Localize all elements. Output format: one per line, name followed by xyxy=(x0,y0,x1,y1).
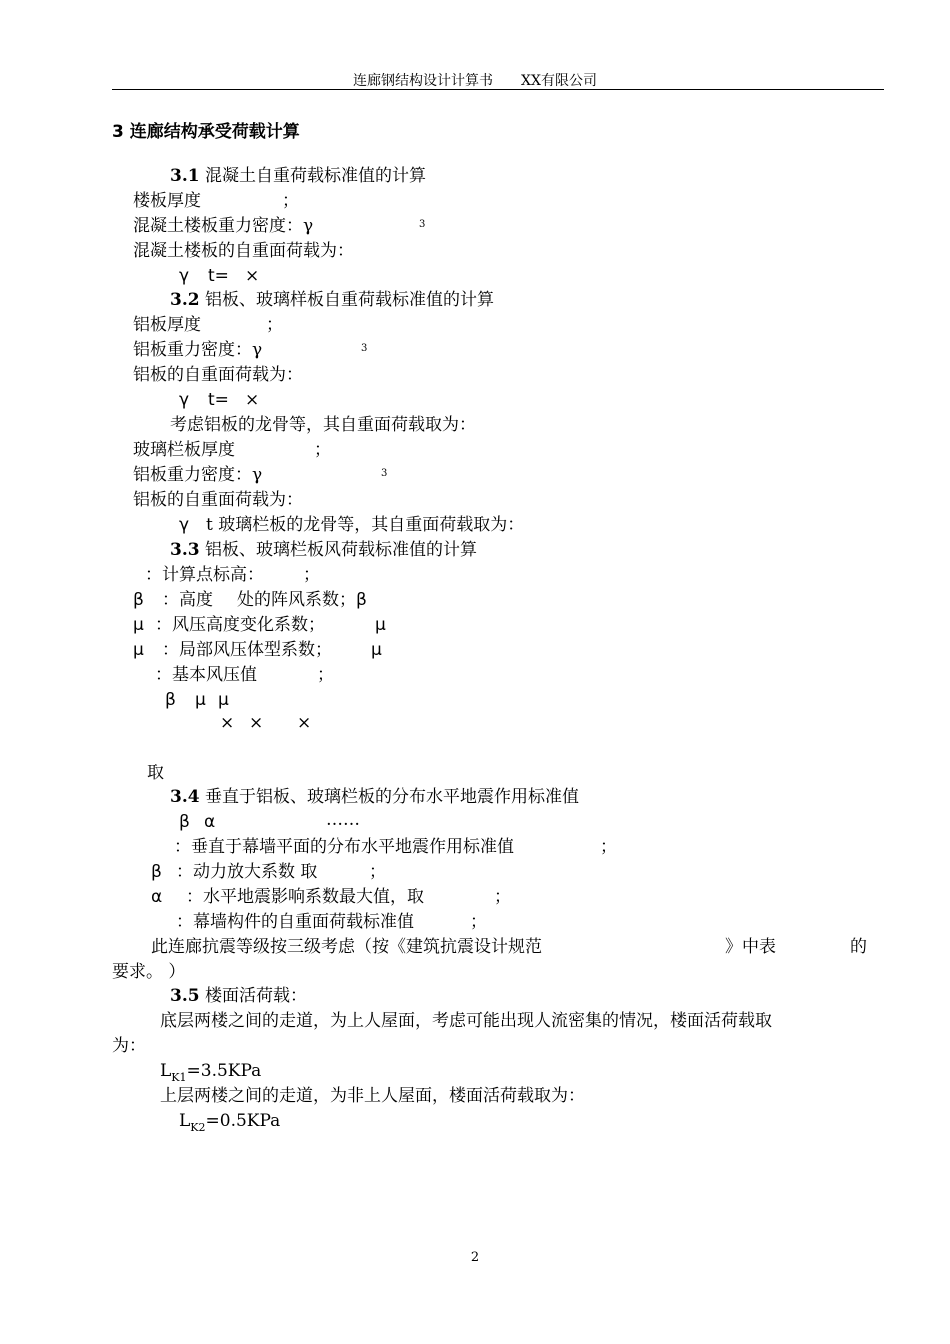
live-load-lk1 xyxy=(160,1061,261,1083)
calc-point-elevation-label: ：计算点标高： xyxy=(145,565,264,585)
punct: ； xyxy=(266,315,283,335)
gust-factor-label: 处的阵风系数；β xyxy=(237,590,367,610)
subsection-number: 3.5 xyxy=(170,986,200,1006)
punct: ； xyxy=(600,837,617,857)
formula-t: t= xyxy=(208,390,229,410)
ground-floor-live-load-text: 底层两楼之间的走道，为上人屋面，考虑可能出现人流密集的情况，楼面活荷载取 xyxy=(160,1011,772,1031)
glass-panel-thickness-label: 玻璃栏板厚度 xyxy=(133,440,235,460)
punct: ； xyxy=(494,887,511,907)
formula-gamma: γ xyxy=(179,515,190,535)
superscript: 3 xyxy=(419,219,426,230)
shape-coefficient-label: ：局部风压体型系数； xyxy=(162,640,332,660)
subsection-title: 楼面活荷载： xyxy=(204,986,307,1006)
take-value-label: 取 xyxy=(147,763,164,783)
subsection-number: 3.1 xyxy=(170,166,200,186)
curtain-wall-weight-label: ：幕墙构件的自重面荷载标准值 xyxy=(176,912,414,932)
seismic-grade-text: 此连廊抗震等级按三级考虑（按《建筑抗震设计规范 xyxy=(151,937,542,957)
aluminum-self-weight-label-2: 铝板的自重面荷载为： xyxy=(133,490,303,510)
punct: ； xyxy=(282,191,299,211)
upper-floor-live-load-text: 上层两楼之间的走道，为非上人屋面，楼面活荷载取为： xyxy=(160,1086,585,1106)
header-rule xyxy=(112,89,884,90)
subsection-title: 铝板、玻璃样板自重荷载标准值的计算 xyxy=(204,290,494,310)
seismic-grade-continued: 要求。 ） xyxy=(112,962,186,982)
aluminum-self-weight-label: 铝板的自重面荷载为： xyxy=(133,365,303,385)
slab-thickness-label: 楼板厚度 xyxy=(133,191,201,211)
subsection-number: 3.3 xyxy=(170,540,200,560)
seismic-action-label: ：垂直于幕墙平面的分布水平地震作用标准值 xyxy=(174,837,514,857)
subsection-title: 铝板、玻璃栏板风荷载标准值的计算 xyxy=(204,540,477,560)
punct: ； xyxy=(470,912,487,932)
formula-times: × xyxy=(297,713,312,733)
formula-alpha: α xyxy=(204,812,216,832)
subsection-3-4-heading xyxy=(170,787,579,807)
subsection-3-2-heading xyxy=(170,290,494,310)
formula-ellipsis: …… xyxy=(326,810,360,830)
symbol-beta: β xyxy=(151,862,162,882)
formula-times: × xyxy=(220,713,235,733)
formula-beta: β xyxy=(179,812,190,832)
aluminum-density-label-2: 铝板重力密度：γ xyxy=(133,465,263,485)
live-load-lk2 xyxy=(179,1111,280,1133)
seismic-coefficient-label: ：水平地震影响系数最大值，取 xyxy=(186,887,424,907)
superscript: 3 xyxy=(381,468,388,479)
symbol-mu: μ xyxy=(133,615,144,635)
aluminum-keel-note: 考虑铝板的龙骨等，其自重面荷载取为： xyxy=(170,415,476,435)
header-title: 连廊钢结构设计计算书 xyxy=(353,73,494,89)
subscript: K1 xyxy=(171,1071,187,1084)
subsection-3-3-heading xyxy=(170,540,477,560)
subscript: K2 xyxy=(190,1121,206,1134)
subsection-3-1-heading xyxy=(170,166,426,186)
subsection-number: 3.2 xyxy=(170,290,200,310)
formula-mu: μ xyxy=(195,690,206,710)
formula-times: × xyxy=(245,390,260,410)
seismic-grade-tail: 的 xyxy=(850,937,867,957)
superscript: 3 xyxy=(361,343,368,354)
header-company: XX有限公司 xyxy=(521,73,597,89)
height-variation-label: ：风压高度变化系数； xyxy=(155,615,325,635)
formula-mu: μ xyxy=(218,690,229,710)
page-number: 2 xyxy=(470,1250,480,1265)
symbol-mu: μ xyxy=(375,615,386,635)
formula-t: t= xyxy=(208,266,229,286)
formula-gamma: γ xyxy=(179,266,190,286)
seismic-grade-table-ref: 》中表 xyxy=(725,937,776,957)
value: =0.5KPa xyxy=(205,1111,281,1131)
aluminum-density-label: 铝板重力密度：γ xyxy=(133,340,263,360)
symbol-alpha: α xyxy=(151,887,163,907)
punct: ； xyxy=(314,440,331,460)
formula-times: × xyxy=(245,266,260,286)
formula-beta: β xyxy=(165,690,176,710)
symbol-beta: β xyxy=(133,590,144,610)
symbol-mu: μ xyxy=(371,640,382,660)
symbol-l: L xyxy=(160,1061,172,1081)
symbol-mu: μ xyxy=(133,640,144,660)
basic-wind-pressure-label: ：基本风压值 xyxy=(155,665,257,685)
formula-gamma: γ xyxy=(179,390,190,410)
symbol-l: L xyxy=(179,1111,191,1131)
punct: ； xyxy=(317,665,334,685)
punct: ； xyxy=(303,565,320,585)
glass-keel-note: t 玻璃栏板的龙骨等，其自重面荷载取为： xyxy=(206,515,525,535)
subsection-title: 垂直于铝板、玻璃栏板的分布水平地震作用标准值 xyxy=(204,787,579,807)
ground-floor-live-load-continued: 为： xyxy=(112,1036,146,1056)
punct: ； xyxy=(369,862,386,882)
subsection-title: 混凝土自重荷载标准值的计算 xyxy=(204,166,426,186)
dynamic-amplification-label: ：动力放大系数 取 xyxy=(176,862,318,882)
subsection-3-5-heading xyxy=(170,986,307,1006)
subsection-number: 3.4 xyxy=(170,787,200,807)
value: =3.5KPa xyxy=(186,1061,262,1081)
concrete-density-label: 混凝土楼板重力密度：γ xyxy=(133,216,314,236)
formula-times: × xyxy=(249,713,264,733)
section-3-heading: 3 连廊结构承受荷载计算 xyxy=(112,122,300,142)
height-label: ：高度 xyxy=(162,590,213,610)
page-header xyxy=(0,70,950,90)
concrete-self-weight-label: 混凝土楼板的自重面荷载为： xyxy=(133,241,354,261)
aluminum-thickness-label: 铝板厚度 xyxy=(133,315,201,335)
